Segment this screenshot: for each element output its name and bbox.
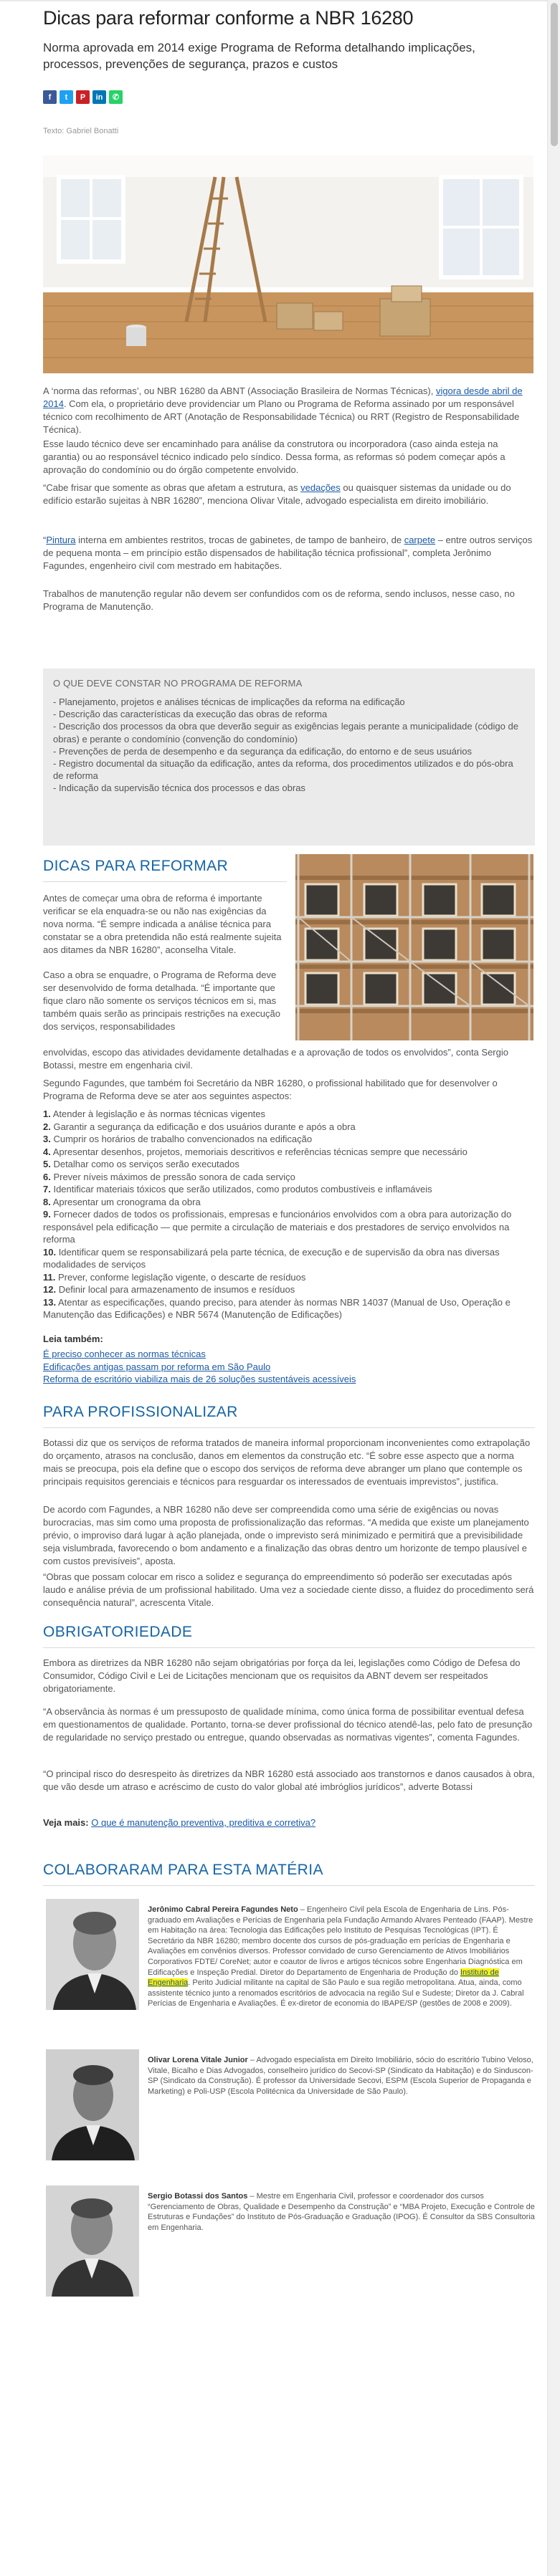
- prof-paragraph-1: [43, 1437, 535, 1488]
- linkedin-icon[interactable]: in: [92, 90, 106, 104]
- divider: [43, 1647, 535, 1648]
- intro-p3-text: “Cabe frisar que somente as obras que afetam a estrutura, as: [43, 482, 301, 493]
- facebook-icon[interactable]: f: [43, 90, 57, 104]
- dicas-p3-text: Segundo Fagundes, que também foi Secretário da NBR 16280, o profissional habilitado que for desenvolver o Programa de Reforma deve se ater aos seguintes aspectos:: [43, 1078, 498, 1101]
- step-number: 8.: [43, 1196, 51, 1207]
- avatar: [46, 2049, 139, 2160]
- list-item: [43, 1196, 535, 1209]
- list-item: [43, 1108, 535, 1121]
- avatar: [46, 2185, 139, 2297]
- prof-p3-text: “Obras que possam colocar em risco a solidez e segurança do empreendimento só poderão ser executadas após laudo e análise prévia de um profissional habilitado. Uma vez a sociedade ciente disso, a fluidez do procedimento será consequência natural”, acrescenta Vitale.: [43, 1571, 534, 1608]
- read-also-link[interactable]: Reforma de escritório viabiliza mais de 26 soluções sustentáveis acessíveis: [43, 1374, 356, 1384]
- read-also-label: Leia também:: [43, 1334, 103, 1344]
- dicas-paragraph-2: [43, 969, 284, 1033]
- divider: [43, 881, 287, 882]
- step-text: Prever, conforme legislação vigente, o descarte de resíduos: [55, 1271, 306, 1283]
- scrollbar-thumb[interactable]: [551, 3, 558, 146]
- bio-text: – Advogado especialista em Direito Imobiliário, sócio do escritório Tubino Veloso, Vitale, Bicalho e Dias Advogados, conselheiro jurídico do Secovi-SP (Sindicato da Habitação) e do Sinduscon-SP (Sindicato da Construção). É professor da Universidade Secovi, ESPM (Escola Superior de Propaganda e Marketing) e Poli-USP (Escola Politécnica da Universidade de São Paulo).: [148, 2056, 533, 2096]
- box-title: O QUE DEVE CONSTAR NO PROGRAMA DE REFORMA: [53, 678, 303, 689]
- vedacoes-link[interactable]: vedações: [300, 482, 341, 493]
- list-item: [43, 1271, 535, 1284]
- contributor-bio: [148, 2191, 535, 2233]
- read-also-link[interactable]: É preciso conhecer as normas técnicas: [43, 1349, 206, 1359]
- step-text: Atender à legislação e às normas técnicas vigentes: [50, 1109, 266, 1119]
- whatsapp-icon[interactable]: ✆: [109, 90, 123, 104]
- box-item: - Registro documental da situação da edificação, antes da reforma, dos procedimentos utilizados e do pós-obra de reforma: [53, 758, 513, 782]
- box-list: [53, 696, 523, 795]
- box-item: - Indicação da supervisão técnica dos processos e das obras: [53, 782, 305, 794]
- step-number: 6.: [43, 1171, 51, 1182]
- contributor-bio: [148, 1905, 535, 2009]
- divider: [43, 1885, 535, 1886]
- intro-p1-text: A ‘norma das reformas’, ou NBR 16280 da ABNT (Associação Brasileira de Normas Técnicas),: [43, 386, 436, 396]
- intro-p1-text-2: . Com ela, o proprietário deve providenciar um Plano ou Programa de Reforma assinado por um responsável técnico com recolhimento de ART (Anotação de Responsabilidade Técnica) ou RRT (Registro de Responsabilidade Técnica).: [43, 398, 520, 435]
- divider: [43, 1427, 535, 1428]
- pinterest-icon[interactable]: P: [76, 90, 90, 104]
- intro-paragraph-5: [43, 588, 535, 613]
- byline: Texto: Gabriel Bonatti: [43, 127, 119, 135]
- intro-p4-text: interna em ambientes restritos, trocas de gabinetes, de tampo de banheiro, de: [75, 535, 404, 545]
- bio-text-2: . Perito Judicial militante na capital de São Paulo e sua região metropolitana. Atua, ainda, como assistente técnico junto a renomados escritórios de advocacia na região Sul e Sudeste; Diretor da J. Cabral Perícias de Engenharia e Avaliações. É ex-diretor de economia do IBAPE/SP (gestões de 2008 e 2009).: [148, 1978, 524, 2008]
- step-text: Fornecer dados de todos os profissionais, empresas e funcionários envolvidos com a obra para autorização do responsável pela edificação — que permite a circulação de materiais e dos prestadores de serviço envolvidos na reforma: [43, 1209, 512, 1245]
- contributor-bio: [148, 2055, 535, 2097]
- step-number: 5.: [43, 1159, 51, 1169]
- top-border: [0, 0, 560, 1]
- intro-p4-text-2: – entre outros serviços de pequena monta – em princípio estão dispensados de habilitação técnica profissional”, completa Jerônimo Fagundes, engenheiro civil com mestrado em habitações.: [43, 535, 533, 571]
- obrig-paragraph-1: [43, 1657, 535, 1695]
- list-item: [43, 1133, 535, 1146]
- list-item: [43, 1246, 535, 1271]
- scrollbar[interactable]: [547, 0, 560, 2576]
- list-item: [43, 1283, 535, 1296]
- prof-paragraph-3: [43, 1571, 535, 1609]
- step-text: Cumprir os horários de trabalho convencionados na edificação: [50, 1134, 313, 1144]
- aspects-list: [43, 1108, 535, 1321]
- box-item: - Prevenções de perda de desempenho e da segurança da edificação, do entorno e de seus usuários: [53, 745, 472, 757]
- list-item: [43, 1158, 535, 1171]
- dicas-paragraph-3: [43, 1077, 535, 1103]
- step-text: Detalhar como os serviços serão executados: [50, 1159, 239, 1169]
- intro-paragraph-1: [43, 385, 535, 436]
- step-text: Prever níveis máximos de pressão sonora de cada serviço: [50, 1171, 295, 1182]
- article-subtitle: Norma aprovada em 2014 exige Programa de Reforma detalhando implicações, processos, prevenções de segurança, prazos e custos: [43, 41, 475, 71]
- carpete-link[interactable]: carpete: [404, 535, 436, 545]
- section-heading-colaboraram: COLABORARAM PARA ESTA MATÉRIA: [43, 1862, 323, 1878]
- list-item: [43, 1208, 535, 1246]
- step-number: 2.: [43, 1121, 51, 1132]
- dicas-paragraph-1: [43, 892, 284, 957]
- vigora-link[interactable]: vigora desde abril de 2014: [43, 386, 523, 409]
- bio-text: – Engenheiro Civil pela Escola de Engenharia de Lins. Pós-graduado em Avaliações e Perícias de Engenharia pela Fundação Armando Alvares Penteado (FAAP). Mestre em Habitação na área: Tecnologia das Edificações pelo Instituto de Pesquisas Tecnológicas (IPT). É Secretário da NBR 16280; membro docente dos cursos de pós-graduação em perícias de Engenharia e Avaliações em convênios diversos. Professor convidado de curso Gerenciamento de Ativos Imobiliários Corporativos FDTE/ CoreNet; autor e coautor de livros e artigos técnicos sobre Engenharia Diagnóstica em Edificações e Inspeção Predial. Diretor do Departamento de Engenharia de Produção do: [148, 1905, 533, 1977]
- obrig-p3-text: “O principal risco do desrespeito às diretrizes da NBR 16280 está associado aos transtornos e danos causados à obra, que vão desde um atraso e acréscimo de custo do valor global até imbróglios jurídicos”, adverte Botassi: [43, 1768, 535, 1792]
- intro-paragraph-3: [43, 482, 535, 507]
- prof-p2-text: De acordo com Fagundes, a NBR 16280 não deve ser compreendida como uma série de exigências ou novas burocracias, mas sim como uma proposta de profissionalização das reformas. “A medida que existe um planejamento prévio, o improviso dará lugar à ação planejada, onde o imprevisto será minimizado e permitirá que a previsibilidade seja vislumbrada, favorecendo o bom andamento e a finalização das obras dentro um horizonte de tempo plausível e com custos previsíveis”, aposta.: [43, 1504, 529, 1566]
- list-item: [43, 1171, 535, 1184]
- step-text: Definir local para armazenamento de insumos e resíduos: [56, 1284, 295, 1295]
- pintura-link[interactable]: Pintura: [46, 535, 76, 545]
- step-text: Garantir a segurança da edificação e dos usuários durante e após a obra: [50, 1121, 356, 1132]
- step-text: Identificar quem se responsabilizará pela parte técnica, de execução e de supervisão da obra nas diversas modalidades de serviços: [43, 1246, 500, 1270]
- contributor-name: Jerônimo Cabral Pereira Fagundes Neto: [148, 1905, 298, 1914]
- list-item: [43, 1183, 535, 1196]
- step-number: 1.: [43, 1109, 51, 1119]
- list-item: [43, 1296, 535, 1321]
- program-requirements-box: [43, 669, 535, 846]
- intro-p5-text: Trabalhos de manutenção regular não devem ser confundidos com os de reforma, sendo inclusos, nesse caso, no Programa de Manutenção.: [43, 588, 515, 612]
- dicas-paragraph-2b: [43, 1046, 535, 1072]
- step-number: 9.: [43, 1209, 51, 1220]
- read-also-link[interactable]: Edificações antigas passam por reforma em São Paulo: [43, 1361, 271, 1372]
- step-number: 11.: [43, 1271, 56, 1283]
- see-more: [43, 1816, 535, 1829]
- intro-p3-text-2: ou quaisquer sistemas da unidade ou do edifício estarão sujeitas à NBR 16280”, menciona Olivar Vitale, advogado especialista em direito imobiliário.: [43, 482, 511, 506]
- obrig-p1-text: Embora as diretrizes da NBR 16280 não sejam obrigatórias por força da lei, legislações como Código de Defesa do Consumidor, Código Civil e Lei de Licitações mencionam que os requisitos da ABNT devem ser respeitados obrigatoriamente.: [43, 1657, 521, 1694]
- see-more-link[interactable]: O que é manutenção preventiva, preditiva e corretiva?: [91, 1817, 316, 1828]
- dicas-p2-text: Caso a obra se enquadre, o Programa de Reforma deve ser desenvolvido de forma detalhada. “É importante que fique claro não somente os serviços técnicos em si, mas também quais serão as principais restrições na execução dos serviços, responsabilidades: [43, 969, 280, 1032]
- obrig-p2-text: “A observância às normas é um pressuposto de qualidade mínima, como única forma de possibilitar eventual defesa em questionamentos de qualidade. Portanto, torna-se dever profissional do técnico atendê-las, pelo fato de presunção de regularidade no serviço prestado ou entregue, quando observadas as normativas vigentes”, comenta Fagundes.: [43, 1706, 533, 1743]
- read-also: [43, 1333, 535, 1386]
- list-item: [43, 1146, 535, 1159]
- dicas-p1-text: Antes de começar uma obra de reforma é importante verificar se ela enquadra-se ou não nas exigências da nova norma. “É sempre indicada a análise técnica para constatar se a obra pretendida não está realmente sujeita aos ditames da NBR 16280”, aconselha Vitale.: [43, 893, 282, 955]
- section-heading-dicas: DICAS PARA REFORMAR: [43, 858, 229, 874]
- step-number: 3.: [43, 1134, 51, 1144]
- avatar: [46, 1899, 139, 2010]
- step-number: 4.: [43, 1146, 51, 1157]
- obrig-paragraph-3: [43, 1768, 535, 1794]
- share-bar: [43, 90, 123, 104]
- step-text: Apresentar desenhos, projetos, memoriais descritivos e referências técnicas sempre que necessário: [50, 1146, 468, 1157]
- intro-paragraph-2: [43, 438, 535, 477]
- dicas-p2-text-2: envolvidas, escopo das atividades devidamente detalhadas e a aprovação de todos os envolvidos”, conta Sergio Botassi, mestre em engenharia civil.: [43, 1047, 508, 1071]
- section-heading-obrigatoriedade: OBRIGATORIEDADE: [43, 1624, 193, 1640]
- box-item: - Descrição das características da execução das obras de reforma: [53, 709, 328, 720]
- obrig-paragraph-2: [43, 1705, 535, 1744]
- page-title: Dicas para reformar conforme a NBR 16280: [43, 7, 414, 29]
- hero-image: [43, 155, 533, 373]
- step-number: 12.: [43, 1284, 57, 1295]
- section-heading-profissionalizar: PARA PROFISSIONALIZAR: [43, 1404, 238, 1420]
- twitter-icon[interactable]: t: [60, 90, 73, 104]
- bio-text: – Mestre em Engenharia Civil, professor e coordenador dos cursos “Gerenciamento de Obras, Qualidade e Desempenho da Construção” e “MBA Projeto, Execução e Controle de Estruturas e Fundações” do Instituto de Pós-Graduação e Graduação (IPOG). É Consultor da SBS Consultoria em Engenharia.: [148, 2192, 535, 2232]
- box-item: - Planejamento, projetos e análises técnicas de implicações da reforma na edificação: [53, 696, 405, 707]
- intro-p2-text: Esse laudo técnico deve ser encaminhado para análise da construtora ou incorporadora (caso ainda esteja na garantia) ou ao responsável técnico indicado pelo síndico. Dessa forma, as reformas só podem começar após a aprovação do condomínio ou do órgão competente envolvido.: [43, 439, 506, 475]
- contributor-name: Olivar Lorena Vitale Junior: [148, 2056, 248, 2064]
- box-item: - Descrição dos processos da obra que deverão seguir as exigências legais perante a municipalidade (código de obras) e perante o condomínio (convenção do condomínio): [53, 721, 518, 744]
- step-text: Identificar materiais tóxicos que serão utilizados, como produtos combustíveis e inflamáveis: [50, 1184, 432, 1194]
- step-text: Apresentar um cronograma da obra: [50, 1196, 201, 1207]
- step-number: 13.: [43, 1296, 57, 1308]
- prof-paragraph-2: [43, 1503, 535, 1568]
- list-item: [43, 1121, 535, 1134]
- intro-paragraph-4: “Pintura interna em ambientes restritos, trocas de gabinetes, de tampo de banheiro, de carpete – entre outros serviços de pequena monta – em princípio estão dispensados de habilitação técnica profissional”, completa Jerônimo Fagundes, engenheiro civil com mestrado em habitações.: [43, 535, 533, 571]
- instituto-link[interactable]: Instituto de Engenharia: [148, 1968, 499, 1988]
- prof-p1-text: Botassi diz que os serviços de reforma tratados de maneira informal proporcionam inconvenientes como extrapolação do orçamento, atrasos na conclusão, danos em elementos da construção etc. “É sobre esse aspecto que a norma mais se preocupa, pois ela define que o escopo dos serviços de reforma deve abranger um plano que contemple os principais requisitos gerenciais e técnicos para resguardar os interessados de eventuais imprevistos”, justifica.: [43, 1437, 531, 1487]
- step-number: 10.: [43, 1246, 57, 1258]
- step-number: 7.: [43, 1184, 51, 1194]
- see-more-label: Veja mais:: [43, 1817, 89, 1828]
- scaffolding-image: [295, 854, 533, 1040]
- contributor-name: Sergio Botassi dos Santos: [148, 2192, 248, 2201]
- step-text: Atentar as especificações, quando preciso, para atender às normas NBR 14037 (Manual de Uso, Operação e Manutenção das Edificações) e NBR 5674 (Manutenção de Edificações): [43, 1296, 511, 1320]
